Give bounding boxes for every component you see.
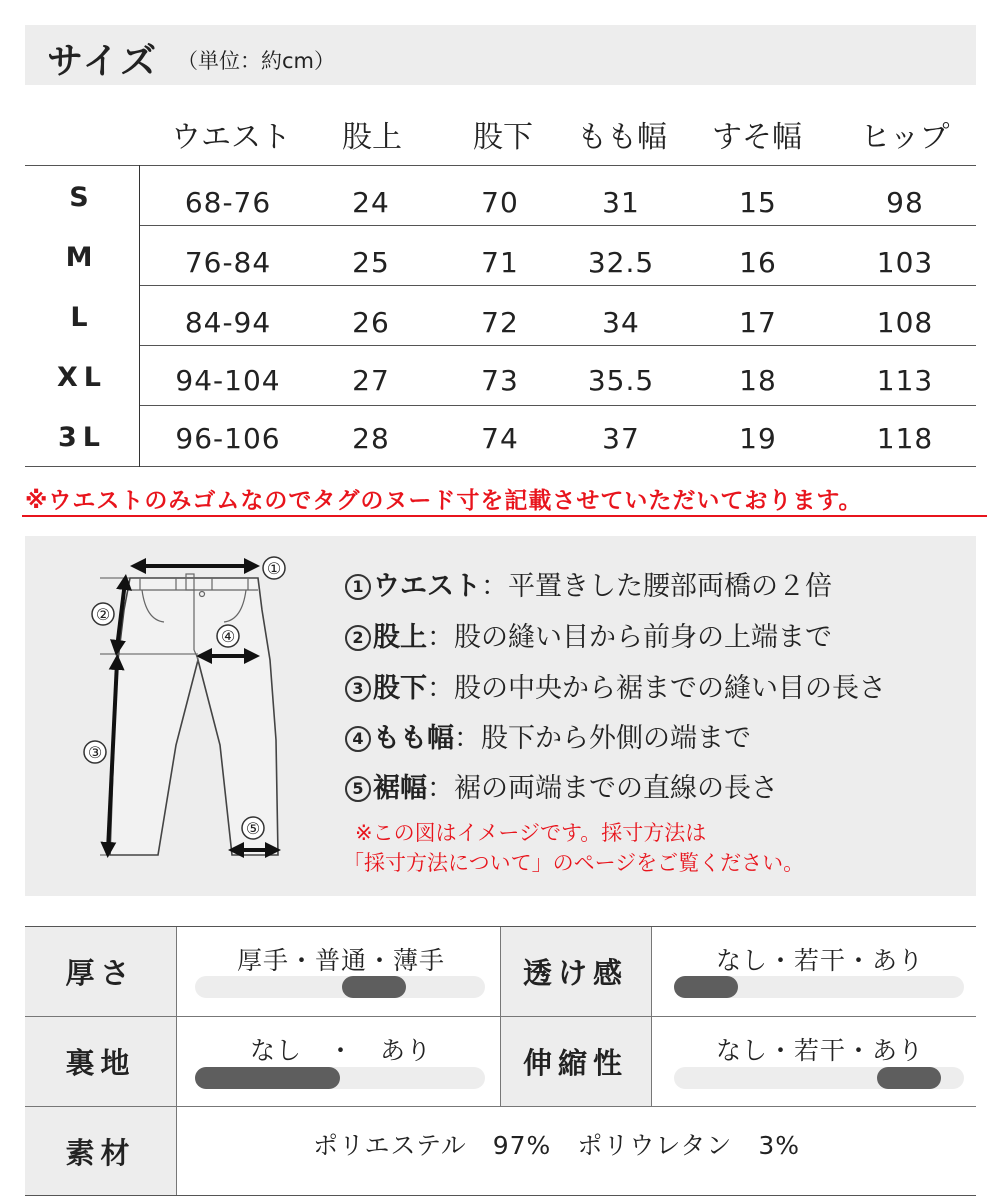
table-column-divider: [139, 165, 140, 467]
waist-note: ※ウエストのみゴムなのでタグのヌード寸を記載させていただいております。: [25, 488, 863, 514]
legend-desc: ：裾の両端までの直線の長さ: [427, 773, 778, 804]
attr-divider: [176, 927, 177, 1195]
table-divider: [139, 405, 976, 406]
table-divider: [25, 165, 976, 166]
header-thigh: もも幅: [577, 120, 667, 155]
diagram-note: [343, 818, 805, 878]
table-cell: 15: [739, 186, 777, 219]
size-label-m: M: [65, 242, 99, 273]
table-cell: 37: [602, 422, 640, 455]
size-label-xl: XL: [56, 362, 108, 393]
stretch-meter-fill: [877, 1067, 941, 1089]
table-cell: 16: [739, 246, 777, 279]
legend-term: 裾幅: [373, 773, 427, 804]
table-divider: [139, 225, 976, 226]
label-thickness: 厚さ: [25, 927, 176, 1016]
legend-term: 股上: [373, 622, 427, 653]
table-cell: 68-76: [184, 186, 272, 219]
table-cell: 34: [602, 306, 640, 339]
table-cell: 71: [481, 246, 519, 279]
table-cell: 28: [352, 422, 390, 455]
size-label-s: S: [69, 182, 95, 213]
legend-number: 5: [345, 776, 371, 802]
title-bar: [25, 25, 976, 85]
marker-4: ④: [220, 627, 236, 646]
table-cell: 19: [739, 422, 777, 455]
header-hem: すそ幅: [712, 120, 802, 155]
header-rise: 股上: [342, 120, 402, 155]
table-divider: [139, 345, 976, 346]
table-cell: 103: [876, 246, 934, 279]
marker-3: ③: [87, 743, 103, 762]
table-cell: 72: [481, 306, 519, 339]
legend-desc: ：平置きした腰部両橋の２倍: [481, 571, 832, 602]
size-label-l: L: [70, 302, 94, 333]
diagram-note-line: ※この図はイメージです。採寸方法は: [355, 821, 707, 845]
legend-number: 2: [345, 625, 371, 651]
stretch-scale: なし・若干・あり: [715, 1036, 925, 1065]
page-title: サイズ: [47, 41, 159, 82]
lining-scale: なし ・ あり: [249, 1036, 433, 1065]
table-divider: [25, 466, 976, 467]
legend-thigh: [345, 716, 751, 755]
legend-number: 3: [345, 676, 371, 702]
legend-desc: ：股の中央から裾までの縫い目の長さ: [427, 673, 886, 704]
table-cell: 94-104: [175, 364, 281, 397]
attr-divider: [500, 927, 501, 1106]
legend-term: もも幅: [373, 723, 454, 754]
table-cell: 25: [352, 246, 390, 279]
thickness-meter: [195, 976, 485, 998]
table-cell: 27: [352, 364, 390, 397]
lining-meter: [195, 1067, 485, 1089]
stretch-meter: [674, 1067, 964, 1089]
table-cell: 108: [876, 306, 934, 339]
header-waist: ウエスト: [171, 120, 291, 155]
table-cell: 26: [352, 306, 390, 339]
table-cell: 24: [352, 186, 390, 219]
attr-divider: [651, 927, 652, 1106]
header-inseam: 股下: [473, 120, 533, 155]
header-hip: ヒップ: [860, 120, 950, 155]
lining-meter-fill: [195, 1067, 340, 1089]
legend-term: ウエスト: [373, 571, 481, 602]
table-cell: 18: [739, 364, 777, 397]
sheer-meter: [674, 976, 964, 998]
unit-label: （単位：約cm）: [177, 49, 336, 73]
legend-number: 4: [345, 726, 371, 752]
legend-desc: ：股下から外側の端まで: [454, 723, 751, 754]
legend-inseam: [345, 666, 886, 705]
note-underline: [22, 515, 987, 517]
sheer-scale: なし・若干・あり: [715, 946, 925, 975]
legend-waist: [345, 564, 832, 603]
table-cell: 35.5: [587, 364, 655, 397]
table-cell: 74: [481, 422, 519, 455]
marker-5: ⑤: [245, 819, 261, 838]
table-cell: 17: [739, 306, 777, 339]
size-label-3l: 3L: [58, 422, 106, 453]
legend-number: 1: [345, 574, 371, 600]
measurement-guide: [25, 536, 976, 896]
table-cell: 118: [876, 422, 934, 455]
table-cell: 76-84: [184, 246, 272, 279]
thickness-meter-fill: [342, 976, 406, 998]
pants-diagram: [80, 550, 310, 880]
label-sheer: 透け感: [500, 927, 651, 1016]
table-cell: 113: [876, 364, 934, 397]
thickness-scale: 厚手・普通・薄手: [236, 946, 446, 975]
legend-desc: ：股の縫い目から前身の上端まで: [427, 622, 832, 653]
table-cell: 84-94: [184, 306, 272, 339]
marker-1: ①: [266, 559, 282, 578]
label-lining: 裏地: [25, 1017, 176, 1106]
table-cell: 31: [602, 186, 640, 219]
material-value: ポリエステル 97% ポリウレタン 3%: [313, 1131, 800, 1160]
label-stretch: 伸縮性: [500, 1017, 651, 1106]
table-cell: 70: [481, 186, 519, 219]
diagram-note-line: 「採寸方法について」のページをご覧ください。: [343, 851, 805, 875]
label-material: 素材: [25, 1107, 176, 1195]
legend-hem: [345, 766, 778, 805]
table-cell: 32.5: [587, 246, 655, 279]
sheer-meter-fill: [674, 976, 738, 998]
table-cell: 96-106: [175, 422, 281, 455]
marker-2: ②: [95, 605, 111, 624]
legend-rise: [345, 615, 832, 654]
table-divider: [139, 285, 976, 286]
table-cell: 98: [886, 186, 924, 219]
legend-term: 股下: [373, 673, 427, 704]
table-cell: 73: [481, 364, 519, 397]
attr-divider: [25, 1106, 976, 1107]
